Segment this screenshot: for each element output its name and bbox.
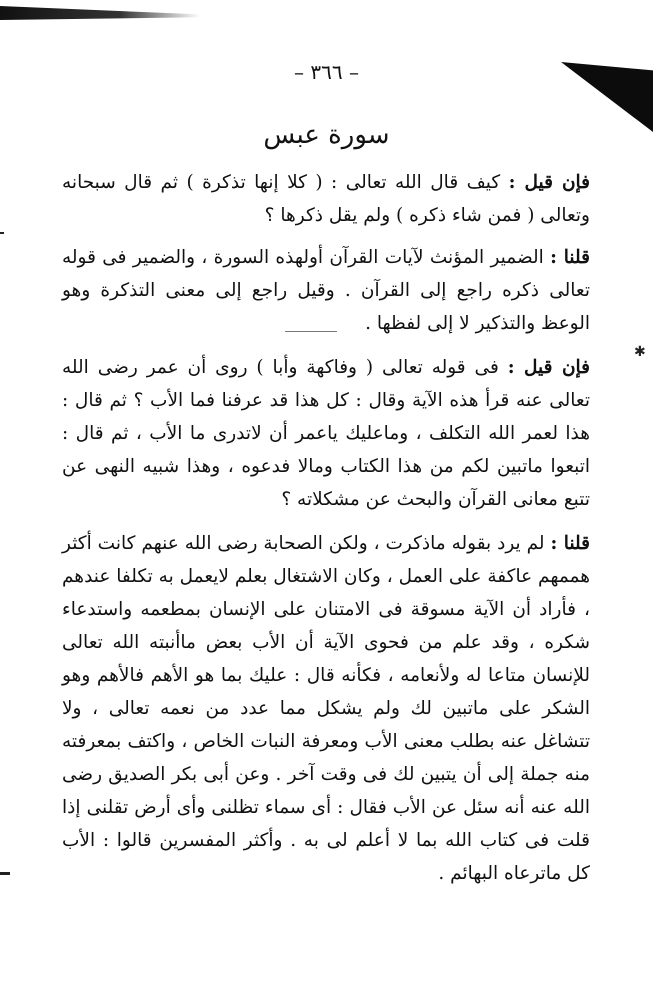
scan-edge-mark	[0, 872, 10, 875]
paragraph	[62, 527, 590, 890]
paragraph-separator	[285, 331, 337, 332]
paragraph-lead: قلنا :	[550, 247, 590, 268]
body-text	[62, 166, 590, 899]
paragraph-text: لم يرد بقوله ماذكرت ، ولكن الصحابة رضى الله عنهم كانت أكثر هممهم عاكفة على العمل ، وكان الاشتغال بعلم لايعمل به تكلفا عندهم ، فأراد أن الآية مسوقة فى الامتنان على الإنسان بمطعمه واستدعاء شكره ، وقد علم من فحوى الآية أن الأب بعض ماأنبته الله تعالى للإنسان متاعا له ولأنعامه ، فكأنه قال : عليك بما هو الأهم فالأهم وهو الشكر على ماتبين لك ولم يشكل مما عدد من نعمه تعالى ، ولا تتشاغل عنه بطلب معنى الأب ومعرفة النبات الخاص ، واكتف بمعرفته منه جملة إلى أن يتبين لك فى وقت آخر . وعن أبى بكر الصديق رضى الله عنه أنه سئل عن الأب فقال : أى سماء تظلنى وأى أرض تقلنى إذا قلت فى كتاب الله بما لا أعلم لى به . وأكثر المفسرين قالوا : الأب كل ماترعاه البهائم .	[62, 533, 590, 884]
scan-shadow-top-left	[0, 6, 200, 20]
paragraph-lead: فإن قيل :	[507, 357, 591, 378]
paragraph-lead: فإن قيل :	[508, 172, 591, 193]
paragraph	[62, 241, 590, 340]
paragraph-text: كيف قال الله تعالى : ( كلا إنها تذكرة ) ثم قال سبحانه وتعالى ( فمن شاء ذكره ) ولم يقل ذكرها ؟	[62, 172, 590, 226]
margin-asterisk-icon: ✱	[634, 344, 646, 360]
page-number: – ٣٦٦ –	[294, 60, 359, 84]
surah-title: سورة عبس	[263, 120, 390, 150]
paragraph	[62, 351, 590, 516]
scan-edge-mark	[0, 232, 4, 234]
paragraph-text: الضمير المؤنث لآيات القرآن أولهذه السورة ، والضمير فى قوله تعالى ذكره راجع إلى القرآن . وقيل راجع إلى معنى التذكرة وهو الوعظ والتذكير لا إلى لفظها .	[62, 247, 590, 334]
paragraph	[62, 166, 590, 232]
paragraph-text: فى قوله تعالى ( وفاكهة وأبا ) روى أن عمر رضى الله تعالى عنه قرأ هذه الآية وقال : كل هذا قد عرفنا فما الأب ؟ ثم قال : هذا لعمر الله التكلف ، وماعليك ياعمر أن لاتدرى ما الأب ، ثم قال : اتبعوا ماتبين لكم من هذا الكتاب ومالا فدعوه ، وهذا شبيه النهى عن تتبع معانى القرآن والبحث عن مشكلاته ؟	[62, 357, 590, 510]
paragraph-lead: قلنا :	[550, 533, 590, 554]
